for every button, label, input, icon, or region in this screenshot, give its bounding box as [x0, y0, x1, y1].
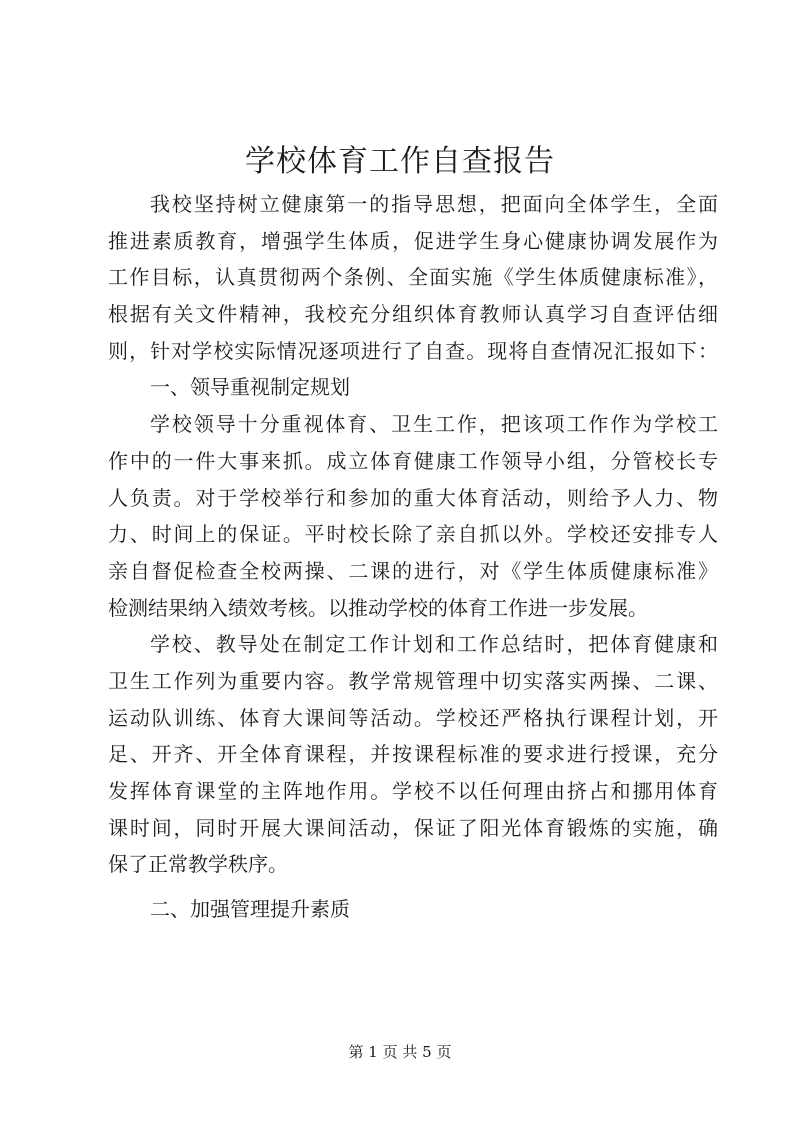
paragraph-line: 亲自督促检查全校两操、二课的进行，对《学生体质健康标准》 [108, 558, 718, 583]
paragraph-line: 推进素质教育，增强学生体质，促进学生身心健康协调发展作为 [108, 228, 718, 253]
paragraph-line: 作中的一件大事来抓。成立体育健康工作领导小组，分管校长专 [108, 448, 718, 473]
paragraph-line: 卫生工作列为重要内容。教学常规管理中切实落实两操、二课、 [108, 668, 718, 693]
document-title: 学校体育工作自查报告 [245, 144, 555, 179]
section-heading-text: 一、领导重视制定规划 [150, 375, 350, 400]
paragraph-line: 发挥体育课堂的主阵地作用。学校不以任何理由挤占和挪用体育 [108, 779, 718, 803]
paragraph-line: 足、开齐、开全体育课程，并按课程标准的要求进行授课，充分 [108, 742, 718, 767]
paragraph-line: 学校、教导处在制定工作计划和工作总结时，把体育健康和 [150, 632, 718, 657]
paragraph-line: 保了正常教学秩序。 [108, 852, 288, 877]
paragraph-spacer [108, 883, 718, 891]
paragraph [108, 406, 718, 626]
paragraph-line: 学校领导十分重视体育、卫生工作，把该项工作作为学校工 [150, 412, 718, 437]
paragraph-line: 根据有关文件精神，我校充分组织体育教师认真学习自查评估细 [108, 302, 718, 327]
paragraph-line: 则，针对学校实际情况逐项进行了自查。现将自查情况汇报如下： [108, 338, 718, 363]
paragraph [108, 626, 718, 883]
paragraph-line: 课时间，同时开展大课间活动，保证了阳光体育锻炼的实施，确 [108, 815, 718, 840]
paragraph-line: 工作目标，认真贯彻两个条例、全面实施《学生体质健康标准》， [108, 265, 718, 290]
page-footer: 第 1 页 共 5 页 [348, 1043, 452, 1061]
paragraph-line: 力、时间上的保证。平时校长除了亲自抓以外。学校还安排专人 [108, 522, 718, 547]
paragraph-line: 人负责。对于学校举行和参加的重大体育活动，则给予人力、物 [108, 485, 718, 510]
section-heading [108, 369, 718, 406]
section-heading [108, 891, 718, 928]
section-heading-text: 二、加强管理提升素质 [150, 897, 350, 922]
paragraph-line: 我校坚持树立健康第一的指导思想，把面向全体学生，全面 [150, 192, 718, 216]
paragraph-line: 运动队训练、体育大课间等活动。学校还严格执行课程计划，开 [108, 705, 718, 730]
document-body [108, 186, 718, 928]
paragraph-line: 检测结果纳入绩效考核。以推动学校的体育工作进一步发展。 [108, 595, 648, 620]
paragraph [108, 186, 718, 369]
